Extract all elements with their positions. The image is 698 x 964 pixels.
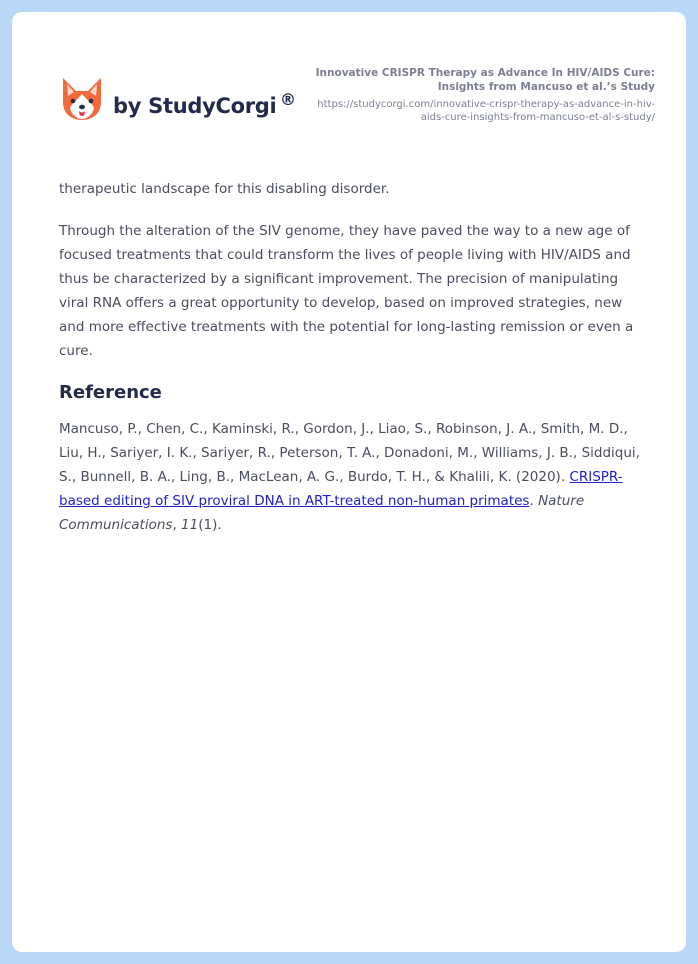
reference-journal: Nature Communications <box>59 493 585 533</box>
reference-entry <box>59 417 649 537</box>
document-page <box>12 12 686 952</box>
registered-mark: ® <box>280 90 296 109</box>
reference-authors: Mancuso, P., Chen, C., Kaminski, R., Gordon, J., Liao, S., Robinson, J. A., Smith, M. D., Liu, H., Sariyer, I. K., Sariyer, R., Peterson, T. A., Donadoni, M., Williams, J. B., Siddiqui, S., Bunnell, B. A., Ling, B., MacLean, A. G., Burdo, T. H., & Khalili, K. (2020). <box>59 421 640 485</box>
reference-comma: , <box>172 517 182 533</box>
reference-heading: Reference <box>59 382 162 403</box>
document-title: Innovative CRISPR Therapy as Advance In HIV/AIDS Cure: Insights from Mancuso et al.’s Study <box>315 67 655 93</box>
reference-volume: 11 <box>181 517 199 533</box>
page-header <box>12 12 686 142</box>
body-paragraph: therapeutic landscape for this disabling disorder. <box>59 181 390 197</box>
corgi-logo-icon <box>60 76 104 122</box>
reference-punctuation: . <box>529 493 539 509</box>
reference-issue: (1). <box>198 517 222 533</box>
brand-name: by StudyCorgi <box>113 94 277 118</box>
document-url[interactable]: https://studycorgi.com/innovative-crispr-therapy-as-advance-in-hiv-aids-cure-insights-from-mancuso-et-al-s-study/ <box>317 99 655 123</box>
reference-link[interactable]: CRISPR-based editing of SIV proviral DNA in ART-treated non-human primates <box>59 469 623 509</box>
document-meta <box>305 66 655 124</box>
body-paragraph: Through the alteration of the SIV genome, they have paved the way to a new age of focused treatments that could transform the lives of people living with HIV/AIDS and thus be characterized by a significant improvement. The precision of manipulating viral RNA offers a great opportunity to develop, based on improved strategies, new and more effective treatments with the potential for long-lasting remission or even a cure. <box>59 223 634 359</box>
document-body <box>59 177 649 555</box>
